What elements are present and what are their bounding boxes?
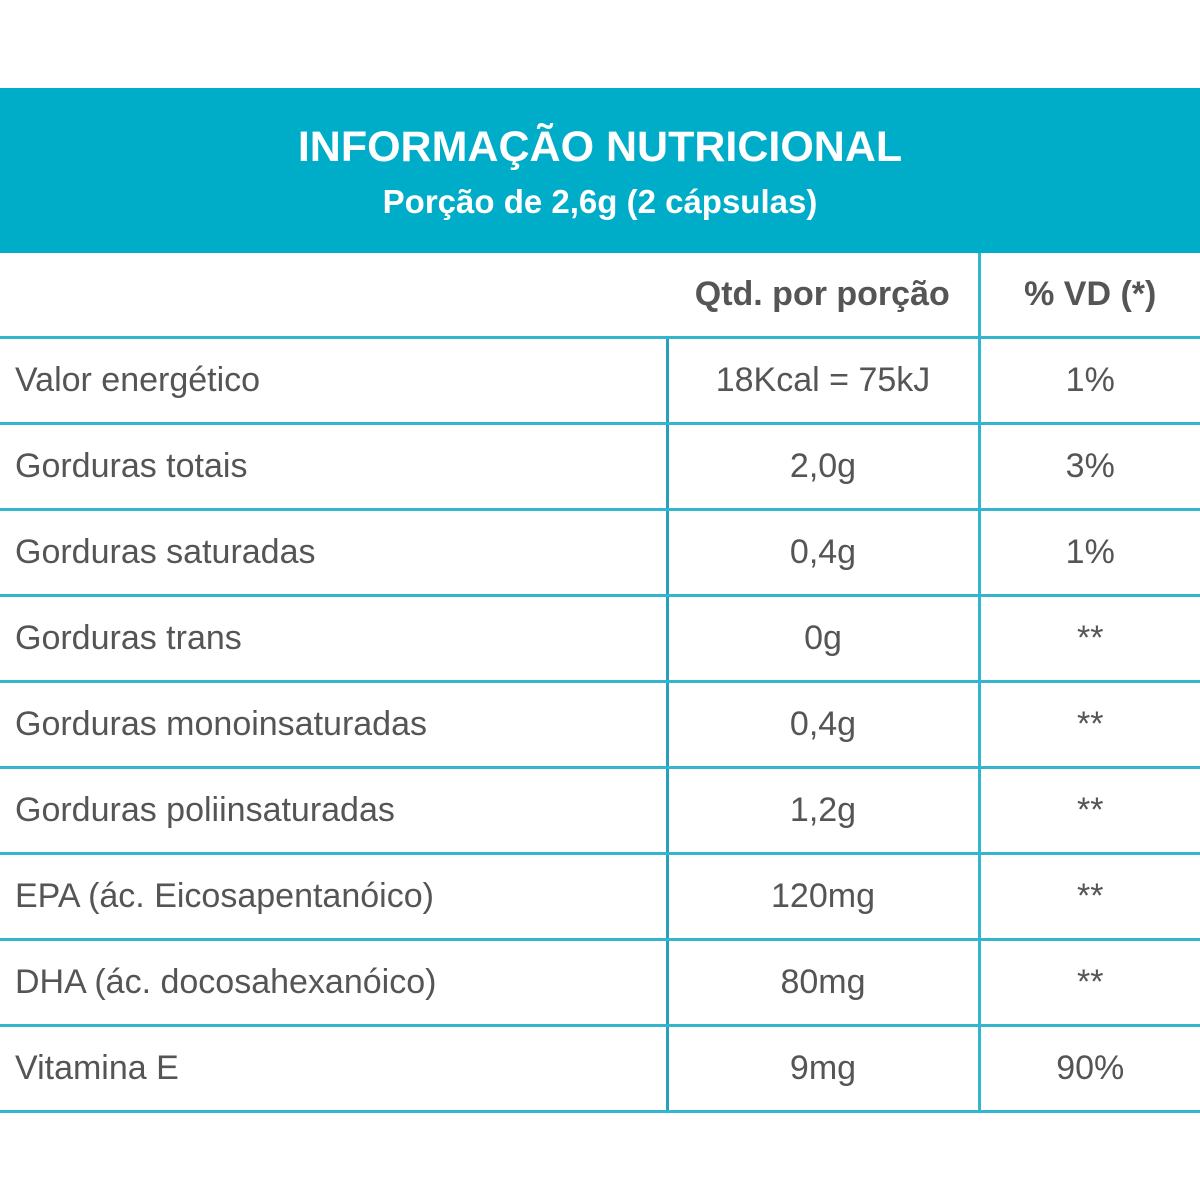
nutrition-title: INFORMAÇÃO NUTRICIONAL [297,123,903,171]
nutrient-amount: 2,0g [667,424,979,510]
nutrient-name: Gorduras totais [0,424,667,510]
nutrient-amount: 0g [667,596,979,682]
nutrient-daily-value: ** [979,596,1200,682]
table-row [0,682,1200,768]
nutrient-amount: 0,4g [667,510,979,596]
nutrient-daily-value: ** [979,940,1200,1026]
nutrient-name: Gorduras monoinsaturadas [0,682,667,768]
column-header-amount: Qtd. por porção [667,253,979,338]
nutrient-amount: 80mg [667,940,979,1026]
column-header-daily-value: % VD (*) [979,253,1200,338]
nutrient-name: DHA (ác. docosahexanóico) [0,940,667,1026]
nutrient-amount: 1,2g [667,768,979,854]
nutrient-amount: 9mg [667,1026,979,1112]
nutrient-daily-value: ** [979,768,1200,854]
nutrition-header [0,88,1200,253]
nutrient-daily-value: ** [979,854,1200,940]
table-row [0,854,1200,940]
nutrient-name: EPA (ác. Eicosapentanóico) [0,854,667,940]
nutrient-name: Gorduras saturadas [0,510,667,596]
nutrient-name: Valor energético [0,338,667,424]
nutrient-name: Vitamina E [0,1026,667,1112]
table-row [0,424,1200,510]
nutrient-daily-value: 3% [979,424,1200,510]
nutrition-table [0,253,1200,1113]
table-header-row [0,253,1200,338]
table-row [0,1026,1200,1112]
nutrient-daily-value: ** [979,682,1200,768]
nutrient-amount: 18Kcal = 75kJ [667,338,979,424]
nutrient-daily-value: 90% [979,1026,1200,1112]
nutrient-daily-value: 1% [979,338,1200,424]
table-row [0,510,1200,596]
nutrient-daily-value: 1% [979,510,1200,596]
table-row [0,768,1200,854]
nutrient-amount: 0,4g [667,682,979,768]
nutrient-amount: 120mg [667,854,979,940]
serving-size: Porção de 2,6g (2 cápsulas) [382,183,818,220]
nutrient-name: Gorduras poliinsaturadas [0,768,667,854]
table-row [0,338,1200,424]
column-header-nutrient [0,253,667,338]
nutrient-name: Gorduras trans [0,596,667,682]
table-row [0,596,1200,682]
table-row [0,940,1200,1026]
